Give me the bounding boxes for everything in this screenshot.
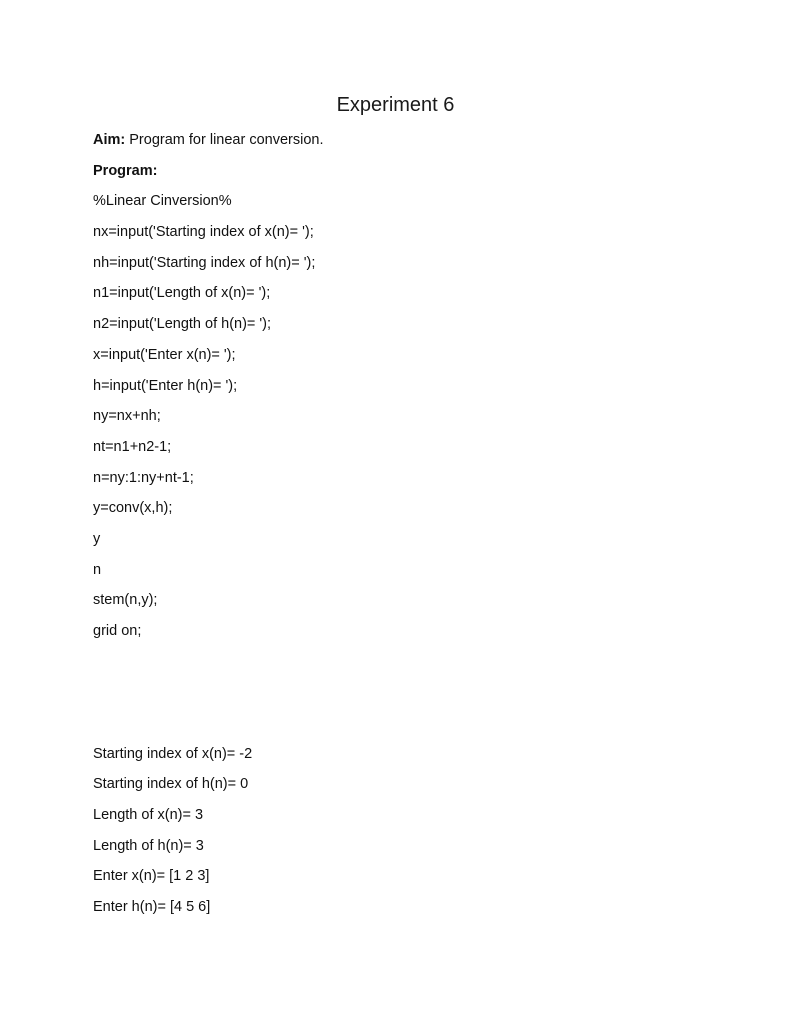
output-line: Length of h(n)= 3 [93,837,204,854]
code-line: n2=input('Length of h(n)= '); [93,316,272,333]
page-title: Experiment 6 [336,94,455,116]
code-line: h=input('Enter h(n)= '); [93,377,238,394]
document-body [93,131,713,929]
code-line: n [93,561,102,578]
code-line: n=ny:1:ny+nt-1; [93,469,194,486]
aim-label: Aim: [93,132,126,148]
aim-text: Program for linear conversion. [129,132,324,148]
output-line: Length of x(n)= 3 [93,807,204,824]
aim-line [93,131,713,162]
code-line: x=input('Enter x(n)= '); [93,346,236,363]
output-line: Starting index of x(n)= -2 [93,745,253,762]
code-block [93,192,713,652]
code-line: n1=input('Length of x(n)= '); [93,285,271,302]
code-line: %Linear Cinversion% [93,193,232,210]
code-line: nh=input('Starting index of h(n)= '); [93,254,316,271]
program-label: Program: [93,162,158,179]
code-line: nx=input('Starting index of x(n)= '); [93,224,314,241]
output-line: Enter x(n)= [1 2 3] [93,868,210,885]
output-line: Enter h(n)= [4 5 6] [93,899,211,916]
code-line: y [93,530,101,547]
output-block [93,745,713,929]
code-line: grid on; [93,623,142,639]
code-line: ny=nx+nh; [93,408,161,425]
code-line: stem(n,y); [93,592,158,609]
output-line: Starting index of h(n)= 0 [93,776,249,793]
code-line: nt=n1+n2-1; [93,438,172,455]
section-gap [93,653,713,745]
code-line: y=conv(x,h); [93,500,173,517]
